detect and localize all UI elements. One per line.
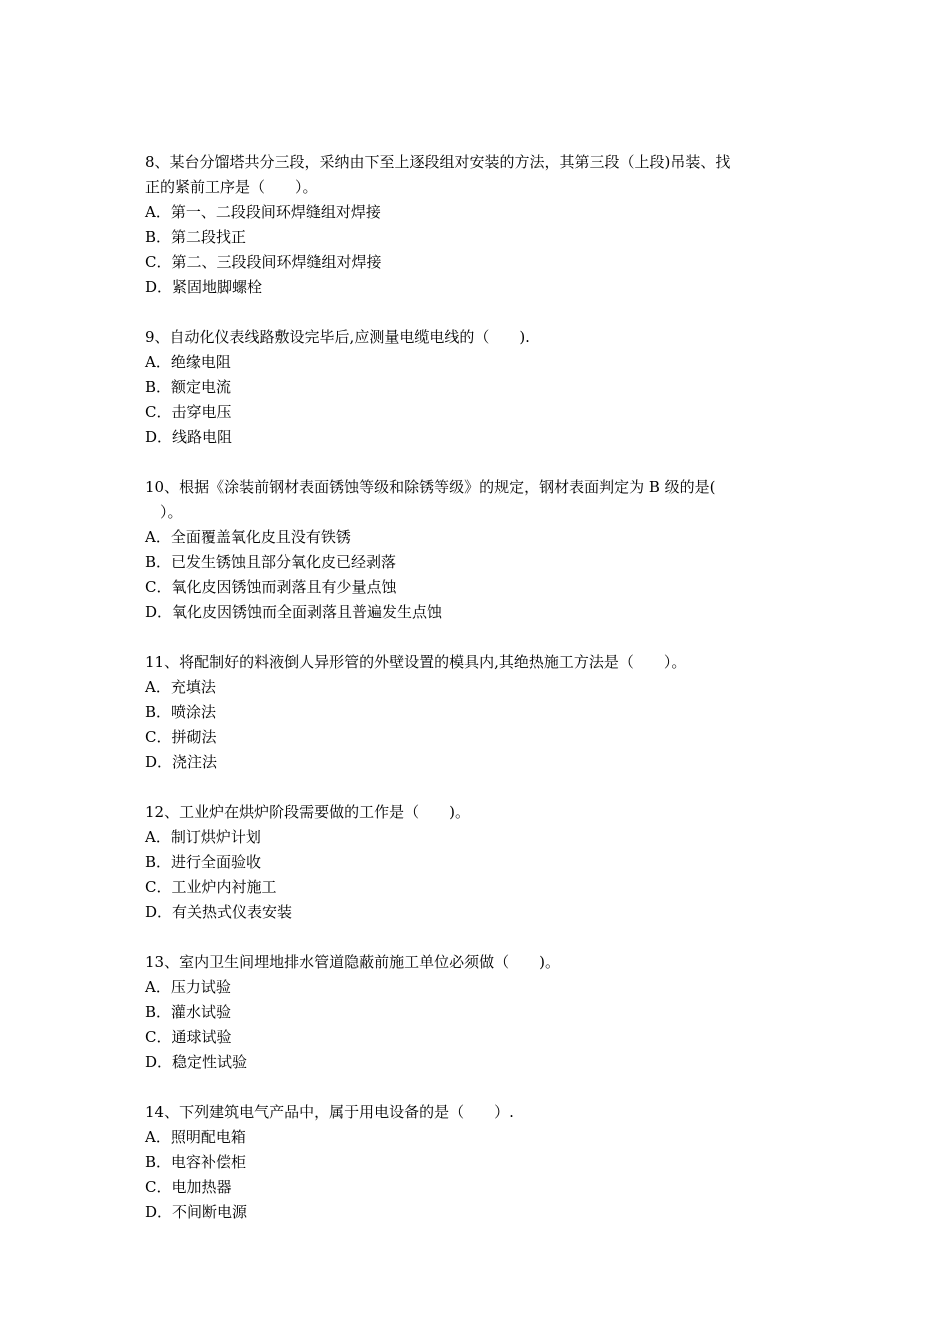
option-c: C．第二、三段段间环焊缝组对焊接 — [145, 253, 382, 271]
question-stem-line: 13、室内卫生间埋地排水管道隐蔽前施工单位必须做（ )。 — [145, 953, 560, 971]
question-8 — [145, 150, 815, 300]
option-a: A．绝缘电阻 — [145, 353, 231, 371]
option-d: D．稳定性试验 — [145, 1053, 248, 1071]
question-stem-line: 11、将配制好的料液倒人异形管的外壁设置的模具内,其绝热施工方法是（ ）。 — [145, 653, 687, 671]
question-list — [145, 150, 815, 1250]
question-13 — [145, 950, 815, 1075]
option-d: D．紧固地脚螺栓 — [145, 278, 263, 296]
option-b: B．电容补偿柜 — [145, 1153, 247, 1171]
option-a: A．制订烘炉计划 — [145, 828, 261, 846]
question-stem-line: 10、根据《涂装前钢材表面锈蚀等级和除锈等级》的规定，钢材表面判定为 B 级的是( — [145, 478, 716, 496]
option-a: A．照明配电箱 — [145, 1128, 246, 1146]
option-c: C．氧化皮因锈蚀而剥落且有少量点蚀 — [145, 578, 397, 596]
option-b: B．额定电流 — [145, 378, 232, 396]
option-d: D．浇注法 — [145, 753, 218, 771]
question-9 — [145, 325, 815, 450]
option-b: B．已发生锈蚀且部分氧化皮已经剥落 — [145, 553, 397, 571]
question-11 — [145, 650, 815, 775]
question-12 — [145, 800, 815, 925]
option-d: D．不间断电源 — [145, 1203, 248, 1221]
option-d: D．有关热式仪表安装 — [145, 903, 293, 921]
option-c: C．通球试验 — [145, 1028, 232, 1046]
question-stem-line: 14、下列建筑电气产品中，属于用电设备的是（ ）. — [145, 1103, 514, 1121]
option-c: C．电加热器 — [145, 1178, 232, 1196]
question-stem-line: 9、自动化仪表线路敷设完毕后,应测量电缆电线的（ ). — [145, 328, 530, 346]
option-a: A．压力试验 — [145, 978, 231, 996]
option-d: D．线路电阻 — [145, 428, 233, 446]
question-stem-line: 12、工业炉在烘炉阶段需要做的工作是（ )。 — [145, 803, 470, 821]
option-b: B．喷涂法 — [145, 703, 217, 721]
question-stem-line: 8、某台分馏塔共分三段，采纳由下至上逐段组对安装的方法，其第三段（上段)吊装、找 — [145, 153, 731, 171]
option-a: A．全面覆盖氧化皮且没有铁锈 — [145, 528, 351, 546]
option-d: D．氧化皮因锈蚀而全面剥落且普遍发生点蚀 — [145, 603, 443, 621]
question-stem-line: 正的紧前工序是（ ）。 — [145, 178, 318, 196]
option-b: B．灌水试验 — [145, 1003, 232, 1021]
question-14 — [145, 1100, 815, 1225]
question-stem-line: ）。 — [145, 503, 183, 521]
option-b: B．进行全面验收 — [145, 853, 262, 871]
option-a: A．充填法 — [145, 678, 216, 696]
option-b: B．第二段找正 — [145, 228, 247, 246]
option-c: C．拼砌法 — [145, 728, 217, 746]
question-10 — [145, 475, 815, 625]
option-c: C．工业炉内衬施工 — [145, 878, 277, 896]
option-c: C．击穿电压 — [145, 403, 232, 421]
option-a: A．第一、二段段间环焊缝组对焊接 — [145, 203, 381, 221]
